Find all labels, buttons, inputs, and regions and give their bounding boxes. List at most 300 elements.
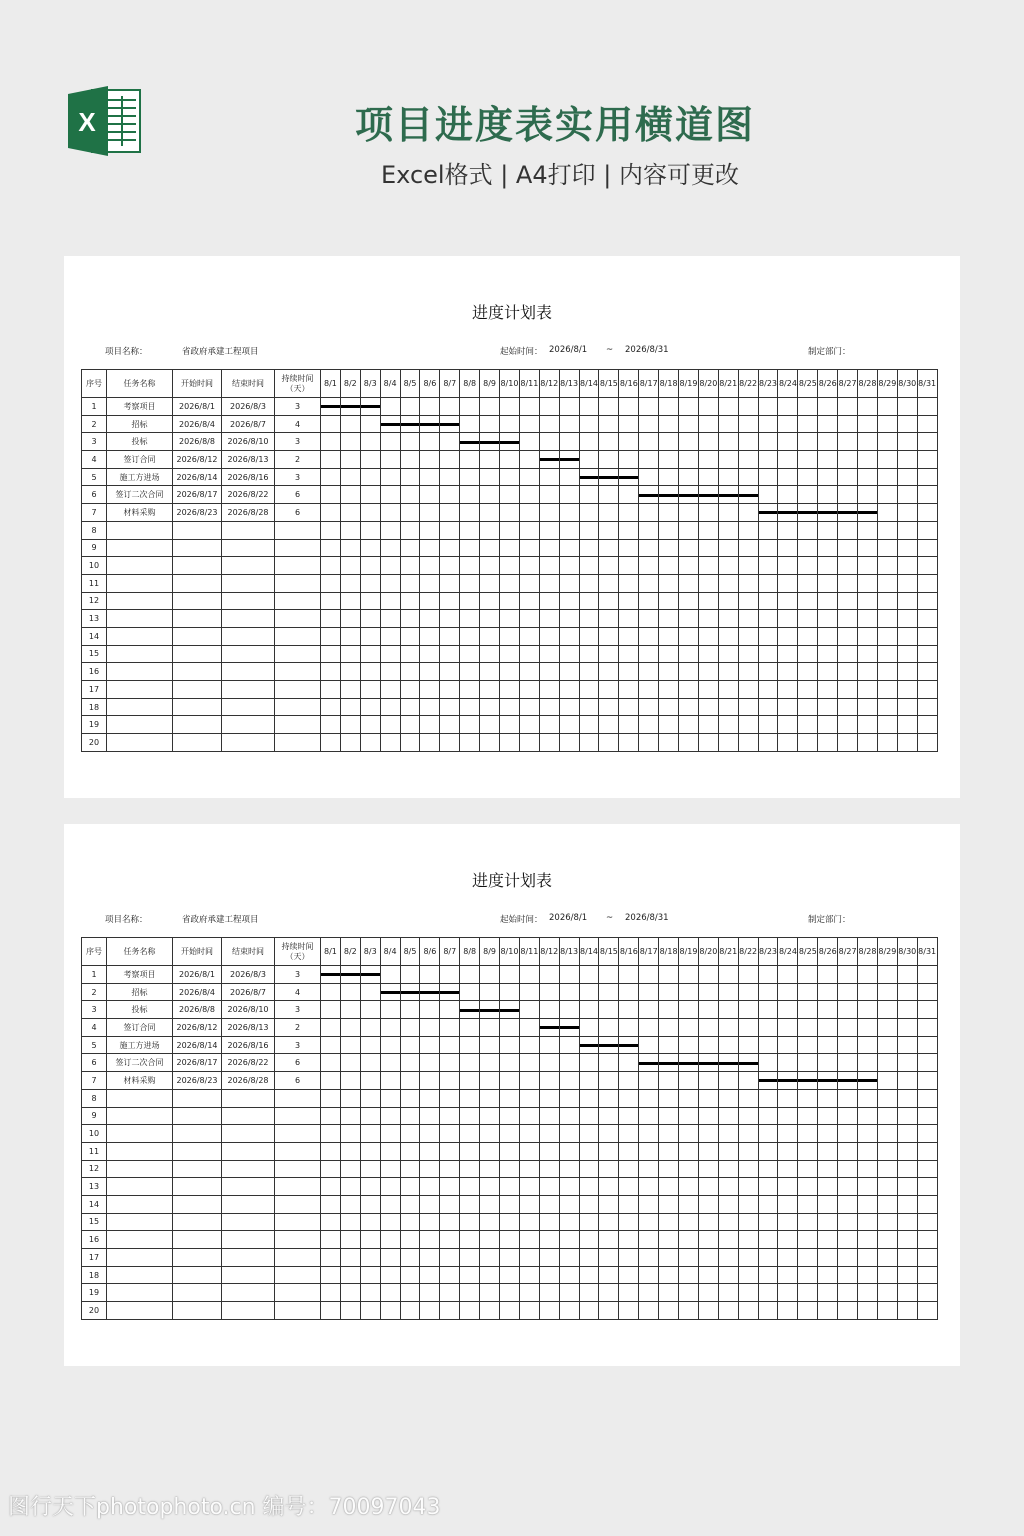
day-cell xyxy=(659,1107,679,1125)
day-cell xyxy=(559,1160,579,1178)
cell-duration xyxy=(275,681,321,699)
day-cell xyxy=(400,1001,420,1019)
day-cell xyxy=(838,1302,858,1320)
cell-duration: 6 xyxy=(275,1054,321,1072)
cell-end: 2026/8/3 xyxy=(222,398,275,416)
day-cell xyxy=(380,574,400,592)
day-header: 8/30 xyxy=(897,370,917,398)
day-cell xyxy=(400,1072,420,1090)
day-cell xyxy=(838,468,858,486)
day-cell xyxy=(897,1249,917,1267)
day-cell xyxy=(897,627,917,645)
day-cell xyxy=(679,451,699,469)
day-cell xyxy=(818,698,838,716)
day-cell xyxy=(679,681,699,699)
day-cell xyxy=(500,504,520,522)
day-cell xyxy=(559,1195,579,1213)
cell-end xyxy=(222,521,275,539)
day-cell xyxy=(838,1142,858,1160)
day-cell xyxy=(838,1072,858,1090)
cell-end xyxy=(222,698,275,716)
gantt-bar xyxy=(500,441,519,444)
day-cell xyxy=(639,1178,659,1196)
day-cell xyxy=(778,1231,798,1249)
day-cell xyxy=(639,433,659,451)
day-cell xyxy=(679,433,699,451)
day-cell xyxy=(659,1213,679,1231)
cell-end: 2026/8/7 xyxy=(222,415,275,433)
day-cell xyxy=(440,1019,460,1037)
day-cell xyxy=(480,627,500,645)
day-cell xyxy=(460,663,480,681)
day-cell xyxy=(818,1072,838,1090)
cell-duration xyxy=(275,1125,321,1143)
day-cell xyxy=(838,1284,858,1302)
day-cell xyxy=(818,1249,838,1267)
day-cell xyxy=(460,1302,480,1320)
day-cell xyxy=(360,1072,380,1090)
day-cell xyxy=(500,1160,520,1178)
day-header: 8/13 xyxy=(559,938,579,966)
day-cell xyxy=(818,681,838,699)
day-cell xyxy=(798,1231,818,1249)
cell-duration: 3 xyxy=(275,398,321,416)
day-cell xyxy=(718,1266,738,1284)
day-cell xyxy=(758,521,778,539)
day-cell xyxy=(897,1266,917,1284)
day-cell xyxy=(838,557,858,575)
day-cell xyxy=(519,627,539,645)
cell-task xyxy=(107,521,173,539)
cell-duration xyxy=(275,610,321,628)
day-cell xyxy=(360,1089,380,1107)
day-cell xyxy=(698,1195,718,1213)
cell-duration xyxy=(275,1213,321,1231)
cell-start xyxy=(173,539,222,557)
day-cell xyxy=(718,1142,738,1160)
day-cell xyxy=(440,1213,460,1231)
day-cell xyxy=(877,1213,897,1231)
day-cell xyxy=(738,1036,758,1054)
day-cell xyxy=(599,610,619,628)
day-cell xyxy=(559,983,579,1001)
cell-end: 2026/8/28 xyxy=(222,504,275,522)
cell-duration xyxy=(275,734,321,752)
day-cell xyxy=(897,698,917,716)
day-cell xyxy=(420,1284,440,1302)
day-cell xyxy=(818,521,838,539)
day-cell xyxy=(480,521,500,539)
day-cell xyxy=(559,1302,579,1320)
day-cell xyxy=(519,1231,539,1249)
day-header: 8/20 xyxy=(698,938,718,966)
gantt-bar xyxy=(818,1079,837,1082)
day-cell xyxy=(340,1213,360,1231)
day-cell xyxy=(460,433,480,451)
day-cell xyxy=(340,698,360,716)
day-cell xyxy=(838,574,858,592)
day-cell xyxy=(818,574,838,592)
day-cell xyxy=(559,451,579,469)
day-cell xyxy=(599,698,619,716)
day-cell xyxy=(340,451,360,469)
day-cell xyxy=(500,1142,520,1160)
day-cell xyxy=(818,451,838,469)
day-cell xyxy=(619,1054,639,1072)
day-cell xyxy=(559,557,579,575)
day-cell xyxy=(599,627,619,645)
day-cell xyxy=(897,451,917,469)
day-cell xyxy=(718,433,738,451)
day-cell xyxy=(340,610,360,628)
day-cell xyxy=(659,574,679,592)
day-cell xyxy=(480,1125,500,1143)
day-cell xyxy=(718,716,738,734)
day-cell xyxy=(698,398,718,416)
day-cell xyxy=(619,521,639,539)
day-cell xyxy=(738,627,758,645)
day-cell xyxy=(340,1036,360,1054)
day-cell xyxy=(619,1142,639,1160)
day-header: 8/21 xyxy=(718,938,738,966)
day-cell xyxy=(798,521,818,539)
gantt-bar xyxy=(401,423,420,426)
day-cell xyxy=(539,1178,559,1196)
day-header: 8/24 xyxy=(778,938,798,966)
day-cell xyxy=(917,1089,937,1107)
day-cell xyxy=(500,966,520,984)
cell-task xyxy=(107,539,173,557)
day-cell xyxy=(858,1019,878,1037)
day-cell xyxy=(818,645,838,663)
cell-start: 2026/8/23 xyxy=(173,504,222,522)
day-cell xyxy=(877,645,897,663)
day-cell xyxy=(698,592,718,610)
cell-duration: 3 xyxy=(275,433,321,451)
day-cell xyxy=(818,433,838,451)
day-cell xyxy=(778,966,798,984)
day-cell xyxy=(519,966,539,984)
day-cell xyxy=(738,433,758,451)
day-cell xyxy=(917,1231,937,1249)
day-cell xyxy=(838,627,858,645)
day-cell xyxy=(838,433,858,451)
day-cell xyxy=(539,521,559,539)
day-cell xyxy=(858,1107,878,1125)
day-cell xyxy=(718,1125,738,1143)
day-cell xyxy=(380,1107,400,1125)
day-cell xyxy=(579,1213,599,1231)
day-cell xyxy=(420,1054,440,1072)
day-cell xyxy=(579,610,599,628)
day-cell xyxy=(340,468,360,486)
day-cell xyxy=(480,698,500,716)
project-name-value: 省政府承建工程项目 xyxy=(182,347,259,357)
day-cell xyxy=(460,574,480,592)
gantt-bar xyxy=(540,1026,559,1029)
day-cell xyxy=(559,734,579,752)
day-cell xyxy=(380,1019,400,1037)
day-header: 8/13 xyxy=(559,370,579,398)
day-cell xyxy=(539,1001,559,1019)
day-header: 8/14 xyxy=(579,938,599,966)
table-row xyxy=(82,574,938,592)
day-cell xyxy=(877,1178,897,1196)
day-cell xyxy=(360,415,380,433)
day-cell xyxy=(718,1036,738,1054)
day-header: 8/22 xyxy=(738,938,758,966)
cell-end xyxy=(222,1213,275,1231)
cell-start: 2026/8/4 xyxy=(173,415,222,433)
cell-duration xyxy=(275,1302,321,1320)
day-cell xyxy=(579,681,599,699)
day-cell xyxy=(838,1178,858,1196)
day-cell xyxy=(698,1302,718,1320)
day-cell xyxy=(440,433,460,451)
day-cell xyxy=(599,1089,619,1107)
day-cell xyxy=(360,521,380,539)
day-cell xyxy=(440,734,460,752)
day-cell xyxy=(460,557,480,575)
day-cell xyxy=(639,681,659,699)
day-cell xyxy=(440,486,460,504)
day-cell xyxy=(619,433,639,451)
day-cell xyxy=(838,504,858,522)
day-cell xyxy=(460,1054,480,1072)
day-cell xyxy=(500,451,520,469)
day-header: 8/7 xyxy=(440,938,460,966)
day-cell xyxy=(500,1089,520,1107)
day-cell xyxy=(559,716,579,734)
day-header: 8/3 xyxy=(360,938,380,966)
date-range-separator: ~ xyxy=(606,345,614,355)
day-cell xyxy=(559,1054,579,1072)
day-cell xyxy=(897,983,917,1001)
day-cell xyxy=(679,415,699,433)
day-cell xyxy=(360,1266,380,1284)
day-cell xyxy=(897,1302,917,1320)
cell-end: 2026/8/28 xyxy=(222,1072,275,1090)
day-cell xyxy=(798,698,818,716)
day-cell xyxy=(519,1072,539,1090)
gantt-bar xyxy=(759,511,778,514)
day-cell xyxy=(539,1195,559,1213)
day-cell xyxy=(877,698,897,716)
day-cell xyxy=(321,1142,341,1160)
day-cell xyxy=(420,1072,440,1090)
day-cell xyxy=(480,1072,500,1090)
day-cell xyxy=(321,592,341,610)
day-cell xyxy=(619,1213,639,1231)
day-cell xyxy=(639,1001,659,1019)
day-cell xyxy=(539,1142,559,1160)
cell-duration: 3 xyxy=(275,1001,321,1019)
day-cell xyxy=(480,415,500,433)
day-cell xyxy=(519,1125,539,1143)
day-cell xyxy=(679,1195,699,1213)
day-cell xyxy=(838,1054,858,1072)
day-cell xyxy=(420,663,440,681)
day-header: 8/15 xyxy=(599,938,619,966)
day-cell xyxy=(360,983,380,1001)
day-cell xyxy=(698,1249,718,1267)
day-cell xyxy=(877,468,897,486)
day-cell xyxy=(539,1036,559,1054)
day-cell xyxy=(460,1160,480,1178)
col-header-start: 开始时间 xyxy=(173,370,222,398)
day-cell xyxy=(698,610,718,628)
cell-task: 材料采购 xyxy=(107,1072,173,1090)
day-header: 8/30 xyxy=(897,938,917,966)
cell-duration xyxy=(275,1178,321,1196)
day-cell xyxy=(758,663,778,681)
gantt-bar xyxy=(858,1079,877,1082)
day-cell xyxy=(519,486,539,504)
cell-start xyxy=(173,1178,222,1196)
day-cell xyxy=(718,627,738,645)
day-cell xyxy=(360,966,380,984)
day-cell xyxy=(380,966,400,984)
day-cell xyxy=(420,1266,440,1284)
day-cell xyxy=(639,1231,659,1249)
day-cell xyxy=(380,1036,400,1054)
gantt-bar xyxy=(739,1062,758,1065)
day-cell xyxy=(639,468,659,486)
day-cell xyxy=(639,486,659,504)
gantt-bar xyxy=(540,458,559,461)
day-cell xyxy=(380,1160,400,1178)
day-cell xyxy=(500,398,520,416)
cell-start xyxy=(173,1107,222,1125)
day-cell xyxy=(758,1054,778,1072)
day-cell xyxy=(460,627,480,645)
day-cell xyxy=(858,539,878,557)
day-cell xyxy=(321,716,341,734)
day-cell xyxy=(798,557,818,575)
day-cell xyxy=(440,539,460,557)
day-cell xyxy=(460,504,480,522)
day-cell xyxy=(460,1142,480,1160)
day-cell xyxy=(838,966,858,984)
day-cell xyxy=(380,592,400,610)
day-cell xyxy=(798,663,818,681)
department-label: 制定部门： xyxy=(808,915,851,925)
cell-task xyxy=(107,1195,173,1213)
table-row xyxy=(82,1125,938,1143)
day-cell xyxy=(778,504,798,522)
day-cell xyxy=(798,1019,818,1037)
day-cell xyxy=(599,1266,619,1284)
day-cell xyxy=(659,539,679,557)
day-cell xyxy=(420,486,440,504)
day-cell xyxy=(718,1284,738,1302)
day-cell xyxy=(321,1001,341,1019)
day-cell xyxy=(659,1142,679,1160)
day-cell xyxy=(758,451,778,469)
day-cell xyxy=(599,557,619,575)
day-cell xyxy=(818,539,838,557)
day-cell xyxy=(917,468,937,486)
day-cell xyxy=(838,398,858,416)
day-cell xyxy=(360,716,380,734)
cell-task: 考察项目 xyxy=(107,398,173,416)
day-cell xyxy=(360,592,380,610)
day-cell xyxy=(738,1178,758,1196)
day-cell xyxy=(480,1266,500,1284)
day-cell xyxy=(420,557,440,575)
day-cell xyxy=(400,1107,420,1125)
cell-task: 投标 xyxy=(107,1001,173,1019)
day-cell xyxy=(460,451,480,469)
day-cell xyxy=(838,1213,858,1231)
gantt-bar xyxy=(798,1079,817,1082)
day-cell xyxy=(380,734,400,752)
day-cell xyxy=(440,663,460,681)
project-name-label: 项目名称： xyxy=(105,347,148,357)
day-cell xyxy=(758,681,778,699)
day-cell xyxy=(698,663,718,681)
day-cell xyxy=(599,415,619,433)
day-cell xyxy=(818,1213,838,1231)
day-header: 8/1 xyxy=(321,370,341,398)
day-cell xyxy=(579,1089,599,1107)
day-cell xyxy=(838,1125,858,1143)
day-cell xyxy=(380,557,400,575)
day-cell xyxy=(619,716,639,734)
day-cell xyxy=(659,1284,679,1302)
end-date-value: 2026/8/31 xyxy=(625,913,669,923)
day-cell xyxy=(698,468,718,486)
day-cell xyxy=(380,504,400,522)
page-subtitle: Excel格式 | A4打印 | 内容可更改 xyxy=(381,161,739,189)
cell-end xyxy=(222,1284,275,1302)
day-cell xyxy=(420,1160,440,1178)
day-cell xyxy=(360,574,380,592)
table-row xyxy=(82,716,938,734)
day-cell xyxy=(758,415,778,433)
day-cell xyxy=(559,468,579,486)
cell-seq: 6 xyxy=(82,486,107,504)
day-cell xyxy=(539,734,559,752)
day-cell xyxy=(500,1036,520,1054)
day-cell xyxy=(798,486,818,504)
day-cell xyxy=(818,966,838,984)
day-cell xyxy=(917,1054,937,1072)
day-cell xyxy=(718,1249,738,1267)
day-cell xyxy=(917,1160,937,1178)
cell-task xyxy=(107,716,173,734)
day-cell xyxy=(360,1231,380,1249)
day-cell xyxy=(838,698,858,716)
day-cell xyxy=(758,983,778,1001)
day-cell xyxy=(321,610,341,628)
gantt-bar xyxy=(619,1044,638,1047)
table-row xyxy=(82,539,938,557)
day-cell xyxy=(818,1178,838,1196)
day-cell xyxy=(460,1284,480,1302)
day-cell xyxy=(917,1001,937,1019)
cell-end: 2026/8/22 xyxy=(222,486,275,504)
day-cell xyxy=(480,574,500,592)
day-cell xyxy=(877,574,897,592)
day-cell xyxy=(897,1001,917,1019)
day-cell xyxy=(659,1001,679,1019)
day-cell xyxy=(838,983,858,1001)
day-cell xyxy=(917,716,937,734)
day-cell xyxy=(579,486,599,504)
table-row xyxy=(82,398,938,416)
day-cell xyxy=(599,1036,619,1054)
